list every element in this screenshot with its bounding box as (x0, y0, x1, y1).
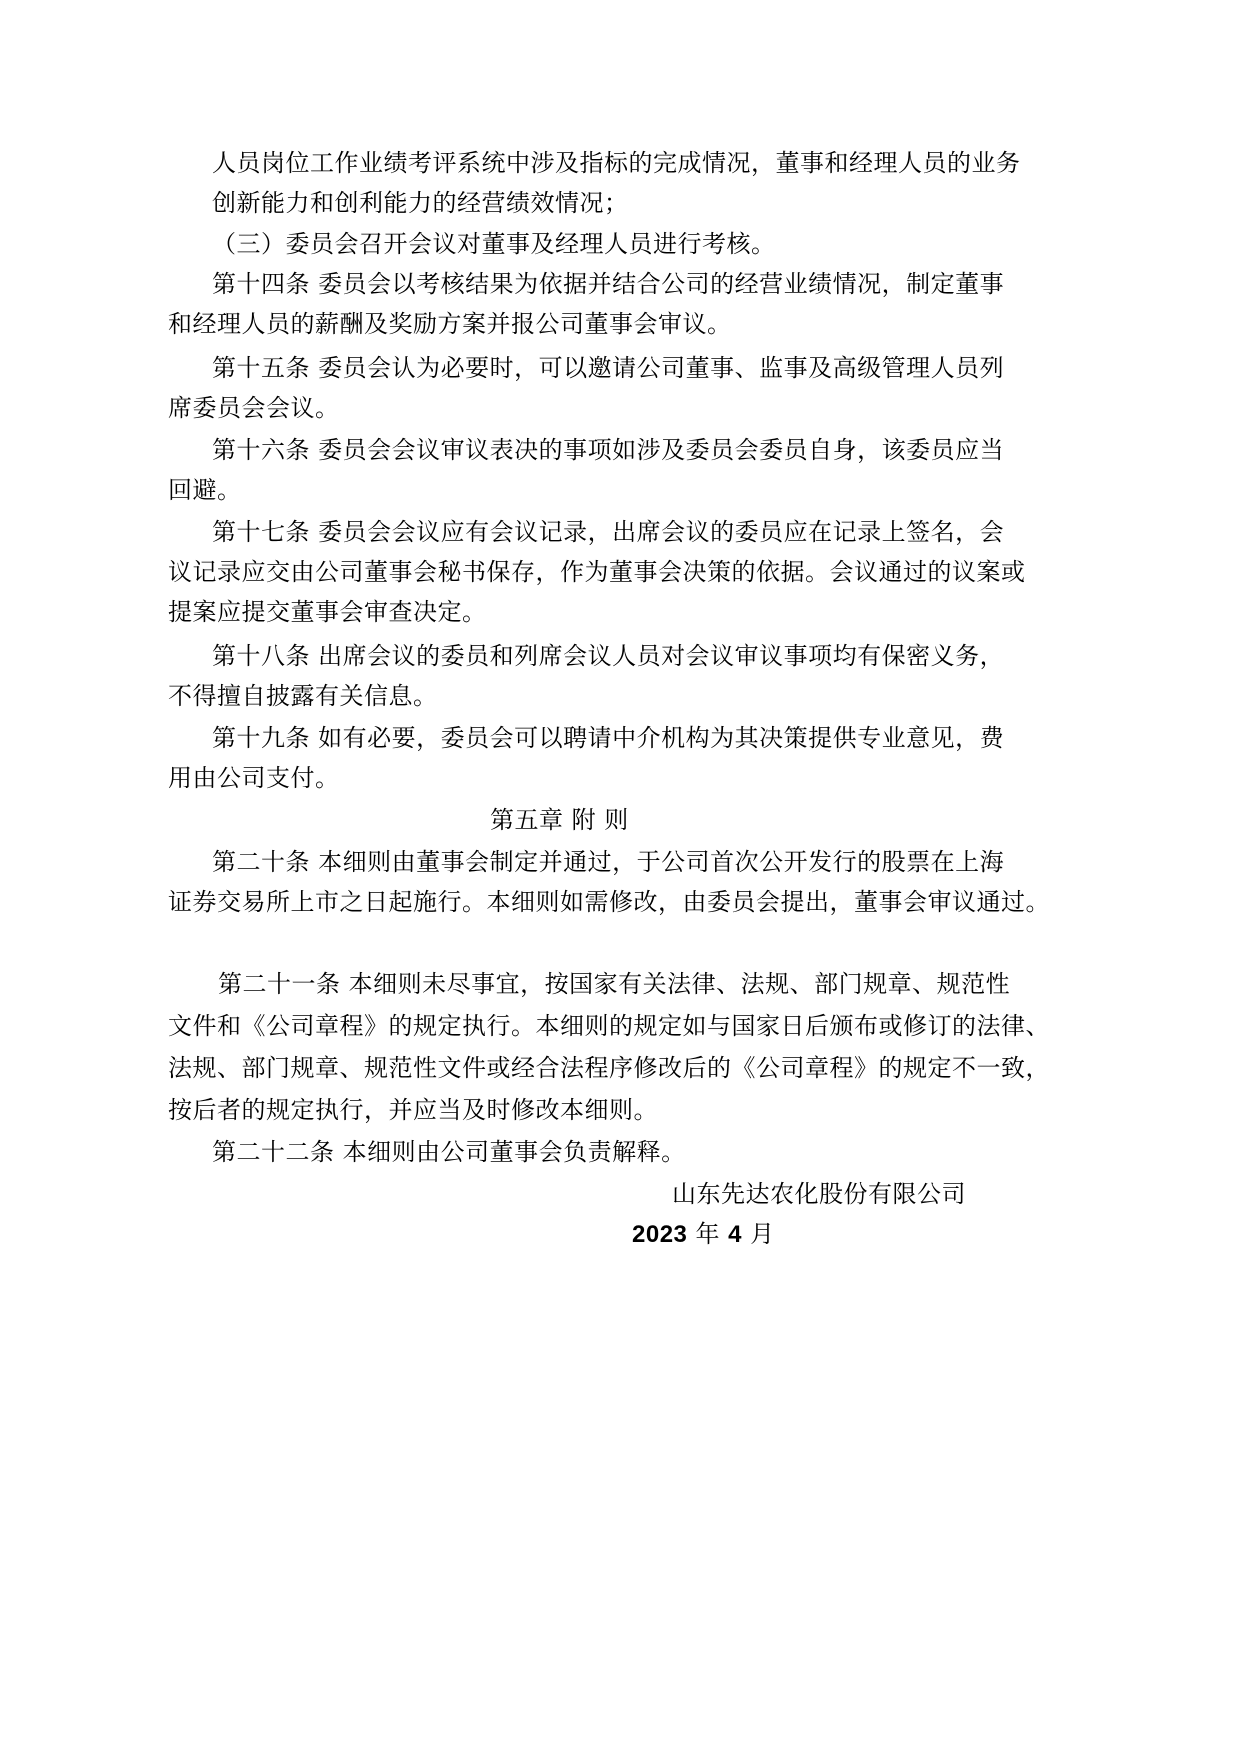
article-14-line: 和经理人员的薪酬及奖励方案并报公司董事会审议。 (168, 310, 732, 338)
signature-month-unit: 月 (750, 1220, 775, 1248)
article-17-line: 第十七条 委员会会议应有会议记录，出席会议的委员应在记录上签名，会 (212, 518, 1005, 546)
signature-month: 4 (728, 1221, 743, 1248)
article-15-line: 第十五条 委员会认为必要时，可以邀请公司董事、监事及高级管理人员列 (212, 354, 1005, 382)
article-21-line: 法规、部门规章、规范性文件或经合法程序修改后的《公司章程》的规定不一致， (168, 1054, 1050, 1082)
article-14-line: 第十四条 委员会以考核结果为依据并结合公司的经营业绩情况，制定董事 (212, 270, 1005, 298)
article-15-line: 席委员会会议。 (168, 394, 340, 422)
article-20-line: 第二十条 本细则由董事会制定并通过，于公司首次公开发行的股票在上海 (212, 848, 1005, 876)
article-17-line: 议记录应交由公司董事会秘书保存，作为董事会决策的依据。会议通过的议案或 (168, 558, 1026, 586)
article-16-line: 第十六条 委员会会议审议表决的事项如涉及委员会委员自身，该委员应当 (212, 436, 1005, 464)
signature-year-unit: 年 (695, 1220, 721, 1248)
article-19-line: 第十九条 如有必要，委员会可以聘请中介机构为其决策提供专业意见，费 (212, 724, 1005, 752)
signature-year: 2023 (632, 1221, 688, 1248)
article-17-line: 提案应提交董事会审查决定。 (168, 598, 487, 626)
article-21-line: 按后者的规定执行，并应当及时修改本细则。 (168, 1096, 658, 1124)
article-20-line: 证券交易所上市之日起施行。本细则如需修改，由委员会提出，董事会审议通过。 (168, 888, 1050, 916)
signature-date (632, 1218, 775, 1251)
article-18-line: 不得擅自披露有关信息。 (168, 682, 438, 710)
article-21-line: 文件和《公司章程》的规定执行。本细则的规定如与国家日后颁布或修订的法律、 (168, 1012, 1050, 1040)
article-19-line: 用由公司支付。 (168, 764, 340, 792)
article-22-line: 第二十二条 本细则由公司董事会负责解释。 (212, 1138, 686, 1166)
article-18-line: 第十八条 出席会议的委员和列席会议人员对会议审议事项均有保密义务， (212, 642, 1005, 670)
paragraph-line: （三）委员会召开会议对董事及经理人员进行考核。 (212, 230, 776, 258)
paragraph-line: 人员岗位工作业绩考评系统中涉及指标的完成情况，董事和经理人员的业务 (212, 149, 1021, 177)
paragraph-line: 创新能力和创利能力的经营绩效情况； (212, 189, 629, 217)
article-16-line: 回避。 (168, 476, 242, 504)
signature-company: 山东先达农化股份有限公司 (672, 1180, 966, 1208)
chapter-heading: 第五章 附 则 (490, 806, 629, 834)
article-21-line: 第二十一条 本细则未尽事宜，按国家有关法律、法规、部门规章、规范性 (218, 970, 1011, 998)
